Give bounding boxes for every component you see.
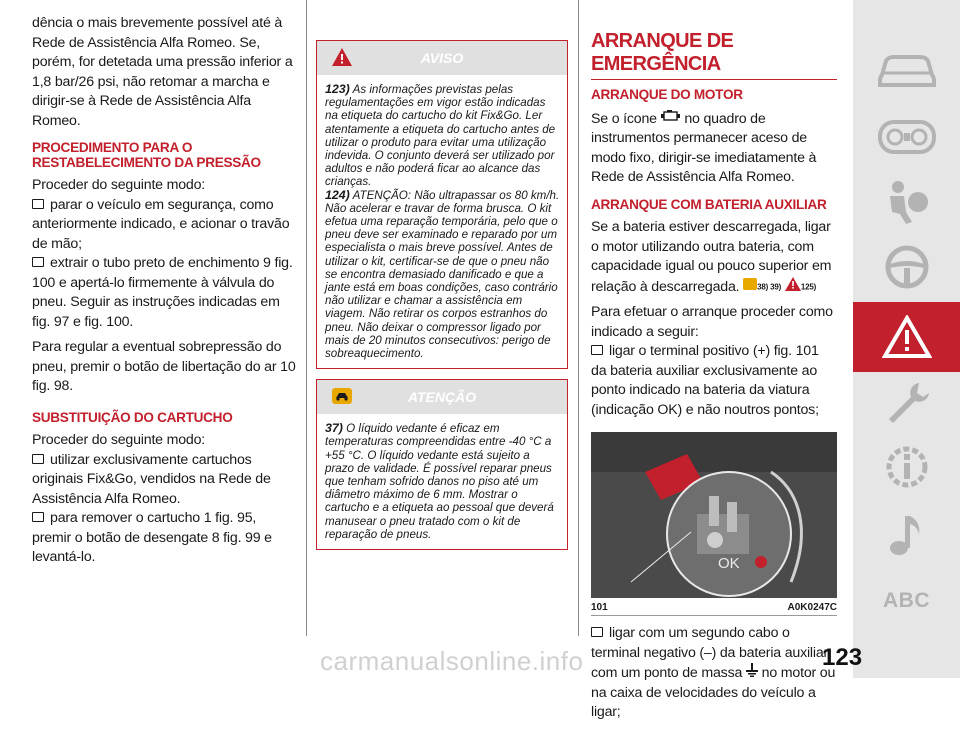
index-label: ABC (883, 589, 930, 612)
chapter-sidebar (853, 0, 960, 678)
bullet-box-icon (32, 454, 44, 464)
note-number: 37) (325, 421, 343, 436)
intro-text: Proceder do seguinte modo: (32, 432, 206, 448)
sidebar-item-safety[interactable] (853, 168, 960, 238)
column-divider (306, 0, 307, 636)
bullet-box-icon (32, 199, 44, 209)
paragraph (591, 303, 837, 420)
figure-code: A0K0247C (787, 602, 837, 613)
battery-illustration (591, 432, 837, 598)
attention-box-body (317, 414, 567, 549)
bullet-text: utilizar exclusivamente cartuchos originais Fix&Go, vendidos na Rede de Assistência Alfa Romeo. (32, 451, 271, 507)
engine-warning-icon (661, 109, 681, 130)
figure-number: 101 (591, 602, 608, 613)
sidebar-item-emergency[interactable] (853, 302, 960, 372)
watermark: carmanualsonline.info (320, 646, 584, 676)
bullet-text: ligar com um segundo cabo o terminal negativo (–) da bateria auxiliar com um ponto de massa (591, 625, 829, 681)
car-icon (876, 49, 938, 89)
intro-text: Proceder do seguinte modo: (32, 177, 206, 193)
warning-box-header (317, 41, 567, 75)
warning-triangle-icon (785, 277, 801, 298)
paragraph (591, 218, 837, 297)
main-heading: ARRANQUE DE EMERGÊNCIA (591, 30, 837, 80)
column-right (591, 30, 837, 729)
attention-car-icon (743, 277, 757, 297)
airbag-icon (882, 178, 932, 228)
bullet-box-icon (591, 627, 603, 637)
paragraph: dência o mais brevemente possível até à Rede de Assistência Alfa Romeo. Se, porém, for detetada uma pressão inferior a 1,8 bar/26 psi, não retomar a marcha e dirigir-se à Rede de Assistência Alfa Romeo. (32, 15, 293, 129)
sidebar-item-multimedia[interactable] (853, 500, 960, 570)
bullet-box-icon (591, 345, 603, 355)
sidebar-item-dashboard[interactable] (853, 102, 960, 172)
paragraph (32, 431, 298, 568)
reference-numbers: 38) 39) (757, 282, 782, 291)
paragraph (591, 624, 837, 723)
note (325, 83, 561, 189)
note-text: ATENÇÃO: Não ultrapassar os 80 km/h. Não acelerar e travar de forma brusca. O kit efetua uma reparação temporária, pelo que o pneu deve ser examinado e reparado por um especialista o mais breve possível. Antes de utilizar o kit, certificar-se de que o pneu não se encontra demasiado danificado e que a jante está em boas condições, caso contrário não utilizar e chamar a assistência em viagem. Não retirar os corpos estranhos do pneu. Não deixar o compressor ligado por mais de 20 minutos consecutivos: perigo de sobreaquecimento. (325, 188, 560, 361)
figure-101-battery-photo (591, 432, 837, 598)
warning-box-title: AVISO (420, 50, 464, 66)
section-heading: PROCEDIMENTO PARA O RESTABELECIMENTO DA PRESSÃO (32, 140, 261, 170)
bullet-box-icon (32, 257, 44, 267)
text: Se a bateria estiver descarregada, ligar o motor utilizando outra bateria, com capacidade igual ou pouco superior em relação à descarregada. (591, 219, 832, 295)
section-heading: SUBSTITUIÇÃO DO CARTUCHO (32, 409, 233, 425)
wrench-icon (883, 379, 931, 427)
sidebar-item-driving[interactable] (853, 232, 960, 302)
sidebar-item-technical-data[interactable] (853, 432, 960, 502)
bullet-text: no motor ou na caixa de velocidades do veículo a ligar; (591, 665, 836, 720)
bullet-text: parar o veículo em segurança, como anteriormente indicado, e acionar o travão de mão; (32, 196, 290, 252)
ok-label: OK (718, 555, 740, 572)
bullet-text: para remover o cartucho 1 fig. 95, premir o botão de desengate 8 fig. 99 e levantá-lo. (32, 510, 272, 565)
section-heading: ARRANQUE COM BATERIA AUXILIAR (591, 196, 827, 212)
music-icon (887, 512, 927, 558)
paragraph (591, 109, 837, 188)
attention-box-title: ATENÇÃO (407, 389, 477, 406)
text: no quadro de instrumentos permanecer aceso de modo fixo, dirigir-se imediatamente à Rede de Assistência Alfa Romeo. (591, 110, 817, 185)
warning-box (316, 40, 568, 369)
steering-wheel-icon (884, 244, 930, 290)
reference-numbers: 125) (800, 282, 817, 291)
text: Se o ícone (591, 110, 657, 127)
column-left (32, 14, 298, 574)
bullet-text: extrair o tubo preto de enchimento 9 fig. 100 e apertá-lo firmemente à válvula do pneu. Seguir as instruções indicadas em fig. 97 e fig. 100. (32, 255, 293, 330)
sidebar-item-maintenance[interactable] (853, 368, 960, 438)
paragraph (32, 176, 298, 332)
note-number: 123) (325, 82, 350, 96)
sidebar-item-car[interactable] (853, 34, 960, 104)
text: Para efetuar o arranque proceder como indicado a seguir: (591, 304, 833, 340)
figure-caption (591, 602, 837, 616)
page-number: 123 (822, 644, 863, 671)
bullet-box-icon (32, 512, 44, 522)
warning-box-body (317, 75, 567, 368)
sidebar-item-index[interactable] (853, 566, 960, 636)
note (325, 422, 561, 541)
note-number: 124) (325, 187, 350, 202)
info-icon (883, 443, 931, 491)
section-heading: ARRANQUE DO MOTOR (591, 87, 743, 102)
column-middle (316, 40, 568, 550)
attention-box (316, 379, 568, 550)
ground-icon (746, 663, 758, 684)
bullet-text: ligar o terminal positivo (+) fig. 101 da bateria auxiliar exclusivamente ao ponto indicado na bateria da viatura (indicação OK) e não noutros pontos; (591, 343, 819, 418)
note-text: As informações previstas pelas regulamentações em vigor estão indicadas na etiqueta do cartucho do kit Fix&Go. Ler atentamente a etiqueta do cartucho antes de utilizar o produto para evitar uma utilização indevida. O conjunto deverá ser utilizado por adultos e não poderá ficar ao alcance das crianças. (325, 83, 556, 189)
note-text: O líquido vedante é eficaz em temperaturas compreendidas entre -40 °C a +55 °C. O líquido vedante está sujeito a prazo de validade. É possível reparar pneus que tenham sofrido danos no piso até um diâmetro máximo de 6 mm. Mostrar o cartucho e a etiqueta ao pessoal que deverá manusear o pneu tratado com o kit de reparação de pneus. (325, 422, 554, 541)
paragraph: Para regular a eventual sobrepressão do pneu, premir o botão de libertação do ar 10 fig. 98. (32, 339, 296, 394)
attention-box-header (317, 380, 567, 414)
note (325, 189, 561, 361)
column-divider (578, 0, 579, 636)
warning-icon (882, 315, 932, 359)
dashboard-icon (878, 120, 936, 154)
